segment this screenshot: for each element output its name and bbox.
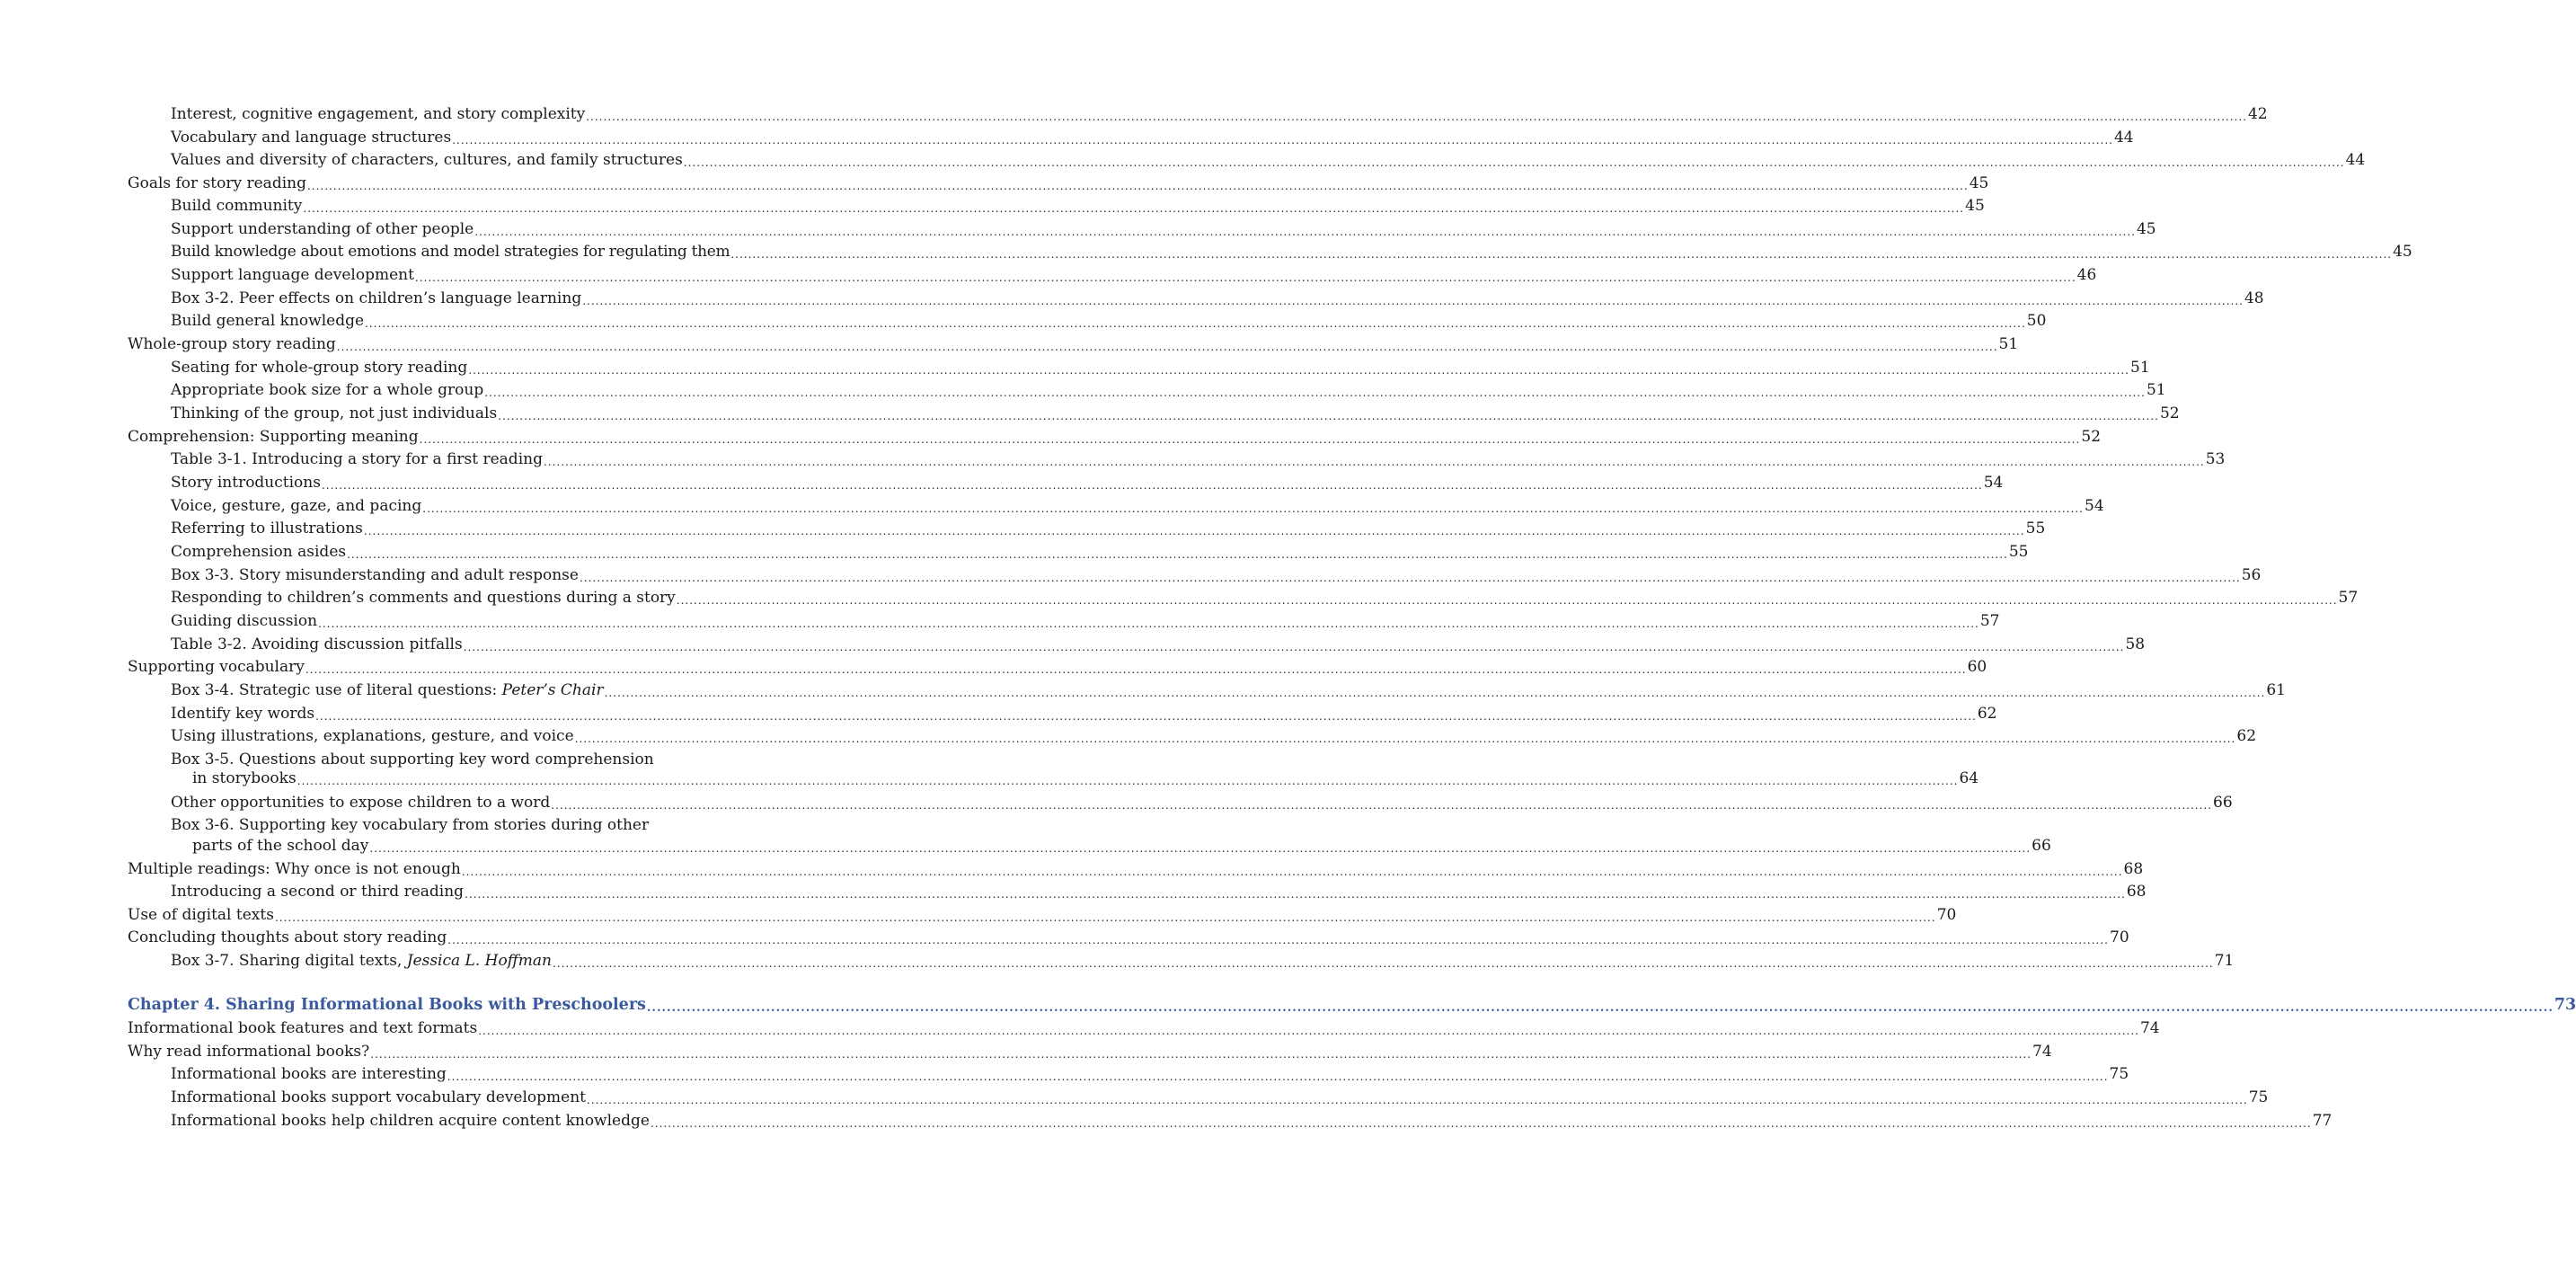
toc-entry-title: Whole-group story reading bbox=[128, 335, 336, 353]
toc-entry-title: Story introductions bbox=[171, 474, 321, 492]
toc-entry-page: 61 bbox=[2266, 681, 2286, 699]
toc-entry-title: Other opportunities to expose children to a word bbox=[171, 794, 551, 812]
toc-entry[interactable] bbox=[171, 472, 2004, 494]
toc-section[interactable] bbox=[128, 333, 2019, 356]
toc-entry-title: Comprehension asides bbox=[171, 543, 347, 561]
toc-entry[interactable] bbox=[171, 587, 2359, 609]
toc-entry-title: Support understanding of other people bbox=[171, 220, 474, 238]
toc-entry-page: 53 bbox=[2205, 450, 2226, 468]
dot-leader: ................................................................................................................................................................................................................................................................................................................................................................................................ bbox=[274, 911, 1936, 924]
toc-entry[interactable] bbox=[171, 288, 2264, 310]
toc-entry[interactable] bbox=[171, 725, 2257, 748]
toc-entry-title: Goals for story reading bbox=[128, 174, 306, 192]
toc-entry-page: 74 bbox=[2139, 1019, 2160, 1037]
toc-section[interactable] bbox=[128, 426, 2102, 449]
toc-entry-title-roman: Box 3-4. Strategic use of literal questions: bbox=[171, 681, 502, 699]
toc-entry-title: Table 3-2. Avoiding discussion pitfalls bbox=[171, 635, 463, 653]
toc-entry-page: 55 bbox=[2008, 543, 2029, 561]
dot-leader: ................................................................................................................................................................................................................................................................................................................................................................................................ bbox=[370, 1048, 2032, 1061]
dot-leader: ................................................................................................................................................................................................................................................................................................................................................................................................ bbox=[579, 572, 2241, 584]
toc-entry-page: 71 bbox=[2214, 952, 2235, 970]
toc-entry-title: Use of digital texts bbox=[128, 906, 274, 924]
dot-leader: ................................................................................................................................................................................................................................................................................................................................................................................................ bbox=[447, 934, 2109, 946]
toc-entry[interactable] bbox=[171, 518, 2046, 540]
toc-entry[interactable] bbox=[171, 541, 2029, 564]
toc-entry-title: Informational books help children acquire content knowledge bbox=[171, 1112, 650, 1130]
toc-entry-title: Appropriate book size for a whole group bbox=[171, 381, 484, 399]
toc-chapter[interactable] bbox=[128, 994, 2576, 1017]
toc-section[interactable] bbox=[128, 904, 1957, 927]
toc-entry[interactable] bbox=[171, 357, 2150, 379]
dot-leader: ................................................................................................................................................................................................................................................................................................................................................................................................ bbox=[574, 733, 2236, 745]
dot-leader: ................................................................................................................................................................................................................................................................................................................................................................................................ bbox=[676, 594, 2338, 607]
toc-entry[interactable] bbox=[171, 310, 2047, 333]
toc-entry-page: 77 bbox=[2312, 1112, 2333, 1130]
toc-entry-page: 51 bbox=[1998, 335, 2019, 353]
toc-entry-title: Seating for whole-group story reading bbox=[171, 359, 468, 377]
toc-section[interactable] bbox=[128, 1017, 2160, 1040]
toc-entry-title: Responding to children’s comments and questions during a story bbox=[171, 589, 676, 607]
dot-leader: ................................................................................................................................................................................................................................................................................................................................................................................................ bbox=[586, 111, 2247, 123]
toc-entry[interactable] bbox=[171, 241, 2412, 263]
toc-entry[interactable] bbox=[171, 449, 2226, 471]
toc-entry-title: Informational books support vocabulary development bbox=[171, 1088, 586, 1106]
dot-leader: ................................................................................................................................................................................................................................................................................................................................................................................................ bbox=[683, 156, 2345, 169]
dot-leader: ................................................................................................................................................................................................................................................................................................................................................................................................ bbox=[297, 775, 1959, 787]
dot-leader: ................................................................................................................................................................................................................................................................................................................................................................................................ bbox=[315, 710, 1977, 723]
toc-entry[interactable] bbox=[171, 768, 1979, 790]
toc-entry-title: Multiple readings: Why once is not enough bbox=[128, 860, 461, 878]
dot-leader: ................................................................................................................................................................................................................................................................................................................................................................................................ bbox=[604, 687, 2266, 699]
dot-leader: ................................................................................................................................................................................................................................................................................................................................................................................................ bbox=[363, 525, 2025, 537]
toc-entry-page: 45 bbox=[2136, 220, 2156, 238]
toc-entry-title-first-line[interactable]: Box 3-5. Questions about supporting key word comprehension bbox=[171, 751, 654, 768]
dot-leader: ................................................................................................................................................................................................................................................................................................................................................................................................ bbox=[365, 317, 2026, 330]
dot-leader: ................................................................................................................................................................................................................................................................................................................................................................................................ bbox=[303, 202, 1965, 215]
dot-leader: ................................................................................................................................................................................................................................................................................................................................................................................................ bbox=[543, 456, 2205, 468]
toc-entry-page: 52 bbox=[2159, 404, 2180, 422]
toc-entry-title bbox=[171, 679, 604, 702]
toc-entry-page: 66 bbox=[2032, 837, 2051, 855]
toc-entry[interactable] bbox=[171, 218, 2156, 241]
toc-entry-title: Supporting vocabulary bbox=[128, 658, 305, 676]
toc-entry[interactable] bbox=[171, 881, 2147, 903]
toc-entry-page: 56 bbox=[2241, 566, 2262, 584]
dot-leader: ................................................................................................................................................................................................................................................................................................................................................................................................ bbox=[318, 617, 1979, 630]
toc-entry-title: Identify key words bbox=[171, 705, 315, 723]
toc-section[interactable] bbox=[128, 858, 2144, 881]
toc-entry-page: 70 bbox=[1936, 906, 1957, 924]
dot-leader: ................................................................................................................................................................................................................................................................................................................................................................................................ bbox=[347, 548, 2008, 561]
toc-entry-page: 55 bbox=[2025, 520, 2046, 537]
toc-entry-title: Build general knowledge bbox=[171, 312, 365, 330]
dot-leader: ................................................................................................................................................................................................................................................................................................................................................................................................ bbox=[551, 799, 2213, 812]
toc-entry-page: 74 bbox=[2032, 1043, 2052, 1061]
toc-entry-title-roman: Box 3-7. Sharing digital texts, bbox=[171, 952, 407, 970]
toc-entry-title: Build knowledge about emotions and model strategies for regulating them bbox=[171, 243, 730, 261]
dot-leader: ................................................................................................................................................................................................................................................................................................................................................................................................ bbox=[730, 248, 2393, 261]
dot-leader: ................................................................................................................................................................................................................................................................................................................................................................................................ bbox=[474, 226, 2136, 238]
toc-entry[interactable] bbox=[171, 564, 2262, 587]
dot-leader: ................................................................................................................................................................................................................................................................................................................................................................................................ bbox=[463, 641, 2125, 653]
toc-entry-title: Thinking of the group, not just individuals bbox=[171, 404, 498, 422]
toc-entry-page: 46 bbox=[2076, 266, 2097, 284]
toc-entry-page: 57 bbox=[1979, 612, 2000, 630]
toc-section[interactable] bbox=[128, 1041, 2052, 1063]
toc-entry-page: 44 bbox=[2345, 151, 2366, 169]
toc-entry[interactable] bbox=[171, 149, 2366, 172]
dot-leader: ................................................................................................................................................................................................................................................................................................................................................................................................ bbox=[336, 341, 1998, 353]
toc-entry-title-italic: Jessica L. Hoffman bbox=[406, 952, 552, 970]
toc-entry-page: 52 bbox=[2081, 428, 2102, 446]
toc-entry-page: 48 bbox=[2244, 289, 2264, 307]
toc-entry-page: 45 bbox=[2393, 243, 2412, 261]
toc-entry-title: Using illustrations, explanations, gesture, and voice bbox=[171, 727, 574, 745]
toc-entry-page: 75 bbox=[2109, 1065, 2129, 1083]
dot-leader: ................................................................................................................................................................................................................................................................................................................................................................................................ bbox=[552, 957, 2214, 970]
toc-section[interactable] bbox=[128, 656, 1987, 679]
toc-entry[interactable] bbox=[171, 792, 2233, 814]
toc-entry-page: 70 bbox=[2110, 928, 2129, 946]
toc-entry-title: Vocabulary and language structures bbox=[171, 129, 452, 147]
toc-entry-page: 44 bbox=[2113, 129, 2134, 147]
toc-entry-title: Comprehension: Supporting meaning bbox=[128, 428, 419, 446]
toc-entry-title: Concluding thoughts about story reading bbox=[128, 928, 447, 946]
toc-entry-page: 54 bbox=[2085, 497, 2104, 515]
dot-leader: ................................................................................................................................................................................................................................................................................................................................................................................................ bbox=[586, 1094, 2248, 1106]
dot-leader: ................................................................................................................................................................................................................................................................................................................................................................................................ bbox=[484, 386, 2146, 399]
dot-leader: ................................................................................................................................................................................................................................................................................................................................................................................................ bbox=[646, 1001, 2554, 1015]
dot-leader: ................................................................................................................................................................................................................................................................................................................................................................................................ bbox=[419, 433, 2081, 446]
dot-leader: ................................................................................................................................................................................................................................................................................................................................................................................................ bbox=[582, 295, 2244, 307]
toc-section[interactable] bbox=[128, 173, 1989, 195]
dot-leader: ................................................................................................................................................................................................................................................................................................................................................................................................ bbox=[321, 479, 1983, 492]
toc-entry-title: Support language development bbox=[171, 266, 414, 284]
dot-leader: ................................................................................................................................................................................................................................................................................................................................................................................................ bbox=[305, 663, 1967, 676]
toc-entry-title: Values and diversity of characters, cultures, and family structures bbox=[171, 151, 683, 169]
toc-entry-page: 42 bbox=[2247, 105, 2268, 123]
toc-entry-page: 45 bbox=[1969, 174, 1989, 192]
dot-leader: ................................................................................................................................................................................................................................................................................................................................................................................................ bbox=[478, 1025, 2139, 1037]
toc-entry[interactable] bbox=[171, 403, 2180, 425]
toc-entry-title: Introducing a second or third reading bbox=[171, 883, 465, 901]
toc-entry-title: Guiding discussion bbox=[171, 612, 318, 630]
dot-leader: ................................................................................................................................................................................................................................................................................................................................................................................................ bbox=[461, 866, 2123, 878]
toc-entry-page: 51 bbox=[2146, 381, 2166, 399]
toc-entry[interactable] bbox=[171, 127, 2134, 149]
toc-entry[interactable] bbox=[171, 610, 2000, 633]
dot-leader: ................................................................................................................................................................................................................................................................................................................................................................................................ bbox=[465, 888, 2126, 901]
dot-leader: ................................................................................................................................................................................................................................................................................................................................................................................................ bbox=[414, 271, 2076, 284]
toc-entry-title-italic: Peter’s Chair bbox=[501, 681, 604, 699]
toc-entry-title: Box 3-3. Story misunderstanding and adult response bbox=[171, 566, 579, 584]
toc-entry-title: Why read informational books? bbox=[128, 1043, 370, 1061]
toc-entry-title-first-line[interactable]: Box 3-6. Supporting key vocabulary from stories during other bbox=[171, 816, 650, 834]
dot-leader: ................................................................................................................................................................................................................................................................................................................................................................................................ bbox=[468, 364, 2130, 377]
toc-entry-page: 62 bbox=[2236, 727, 2257, 745]
toc-entry-title: Table 3-1. Introducing a story for a first reading bbox=[171, 450, 543, 468]
toc-entry[interactable] bbox=[171, 679, 2286, 702]
toc-entry[interactable] bbox=[171, 835, 2051, 857]
toc-entry-page: 66 bbox=[2213, 794, 2233, 812]
toc-entry-title: Build community bbox=[171, 197, 303, 215]
toc-entry[interactable] bbox=[171, 634, 2146, 656]
dot-leader: ................................................................................................................................................................................................................................................................................................................................................................................................ bbox=[447, 1070, 2109, 1083]
toc-entry-title-continued: in storybooks bbox=[192, 769, 297, 787]
toc-entry[interactable] bbox=[171, 703, 1997, 725]
toc-entry-page: 54 bbox=[1983, 474, 2004, 492]
toc-section[interactable] bbox=[128, 927, 2129, 949]
toc-entry[interactable] bbox=[171, 1087, 2269, 1109]
toc-entry-page: 64 bbox=[1959, 769, 1979, 787]
toc-entry-title: Box 3-2. Peer effects on children’s language learning bbox=[171, 289, 582, 307]
toc-entry-title: Referring to illustrations bbox=[171, 520, 363, 537]
toc-entry-page: 51 bbox=[2130, 359, 2150, 377]
toc-entry-title: Interest, cognitive engagement, and story complexity bbox=[171, 105, 586, 123]
toc-entry-page: 57 bbox=[2338, 589, 2359, 607]
toc-entry[interactable] bbox=[171, 495, 2104, 518]
toc-entry-title: Voice, gesture, gaze, and pacing bbox=[171, 497, 422, 515]
toc-entry[interactable] bbox=[171, 1110, 2333, 1132]
dot-leader: ................................................................................................................................................................................................................................................................................................................................................................................................ bbox=[369, 842, 2032, 855]
dot-leader: ................................................................................................................................................................................................................................................................................................................................................................................................ bbox=[650, 1117, 2312, 1130]
toc-chapter-page: 73 bbox=[2554, 996, 2576, 1014]
toc-entry-page: 62 bbox=[1977, 705, 1997, 723]
toc-chapter-title: Chapter 4. Sharing Informational Books with Preschoolers bbox=[128, 996, 646, 1014]
toc-entry[interactable] bbox=[171, 950, 2235, 973]
toc-entry[interactable] bbox=[171, 1063, 2129, 1086]
toc-entry-page: 60 bbox=[1967, 658, 1987, 676]
toc-entry-page: 75 bbox=[2248, 1088, 2269, 1106]
toc-entry[interactable] bbox=[171, 195, 1985, 218]
toc-entry-page: 68 bbox=[2126, 883, 2147, 901]
toc-entry-title: Informational book features and text formats bbox=[128, 1019, 478, 1037]
toc-entry[interactable] bbox=[171, 264, 2097, 287]
toc-entry[interactable] bbox=[171, 379, 2166, 402]
dot-leader: ................................................................................................................................................................................................................................................................................................................................................................................................ bbox=[498, 410, 2159, 422]
toc-entry-title bbox=[171, 950, 552, 973]
dot-leader: ................................................................................................................................................................................................................................................................................................................................................................................................ bbox=[422, 502, 2084, 515]
toc-entry[interactable] bbox=[171, 103, 2268, 126]
toc-entry-page: 50 bbox=[2026, 312, 2047, 330]
toc-entry-page: 58 bbox=[2125, 635, 2146, 653]
toc-entry-title-continued: parts of the school day bbox=[192, 837, 369, 855]
dot-leader: ................................................................................................................................................................................................................................................................................................................................................................................................ bbox=[306, 180, 1969, 192]
toc-entry-title: Informational books are interesting bbox=[171, 1065, 447, 1083]
toc-entry-page: 45 bbox=[1965, 197, 1985, 215]
toc-entry-page: 68 bbox=[2123, 860, 2144, 878]
dot-leader: ................................................................................................................................................................................................................................................................................................................................................................................................ bbox=[452, 134, 2113, 147]
